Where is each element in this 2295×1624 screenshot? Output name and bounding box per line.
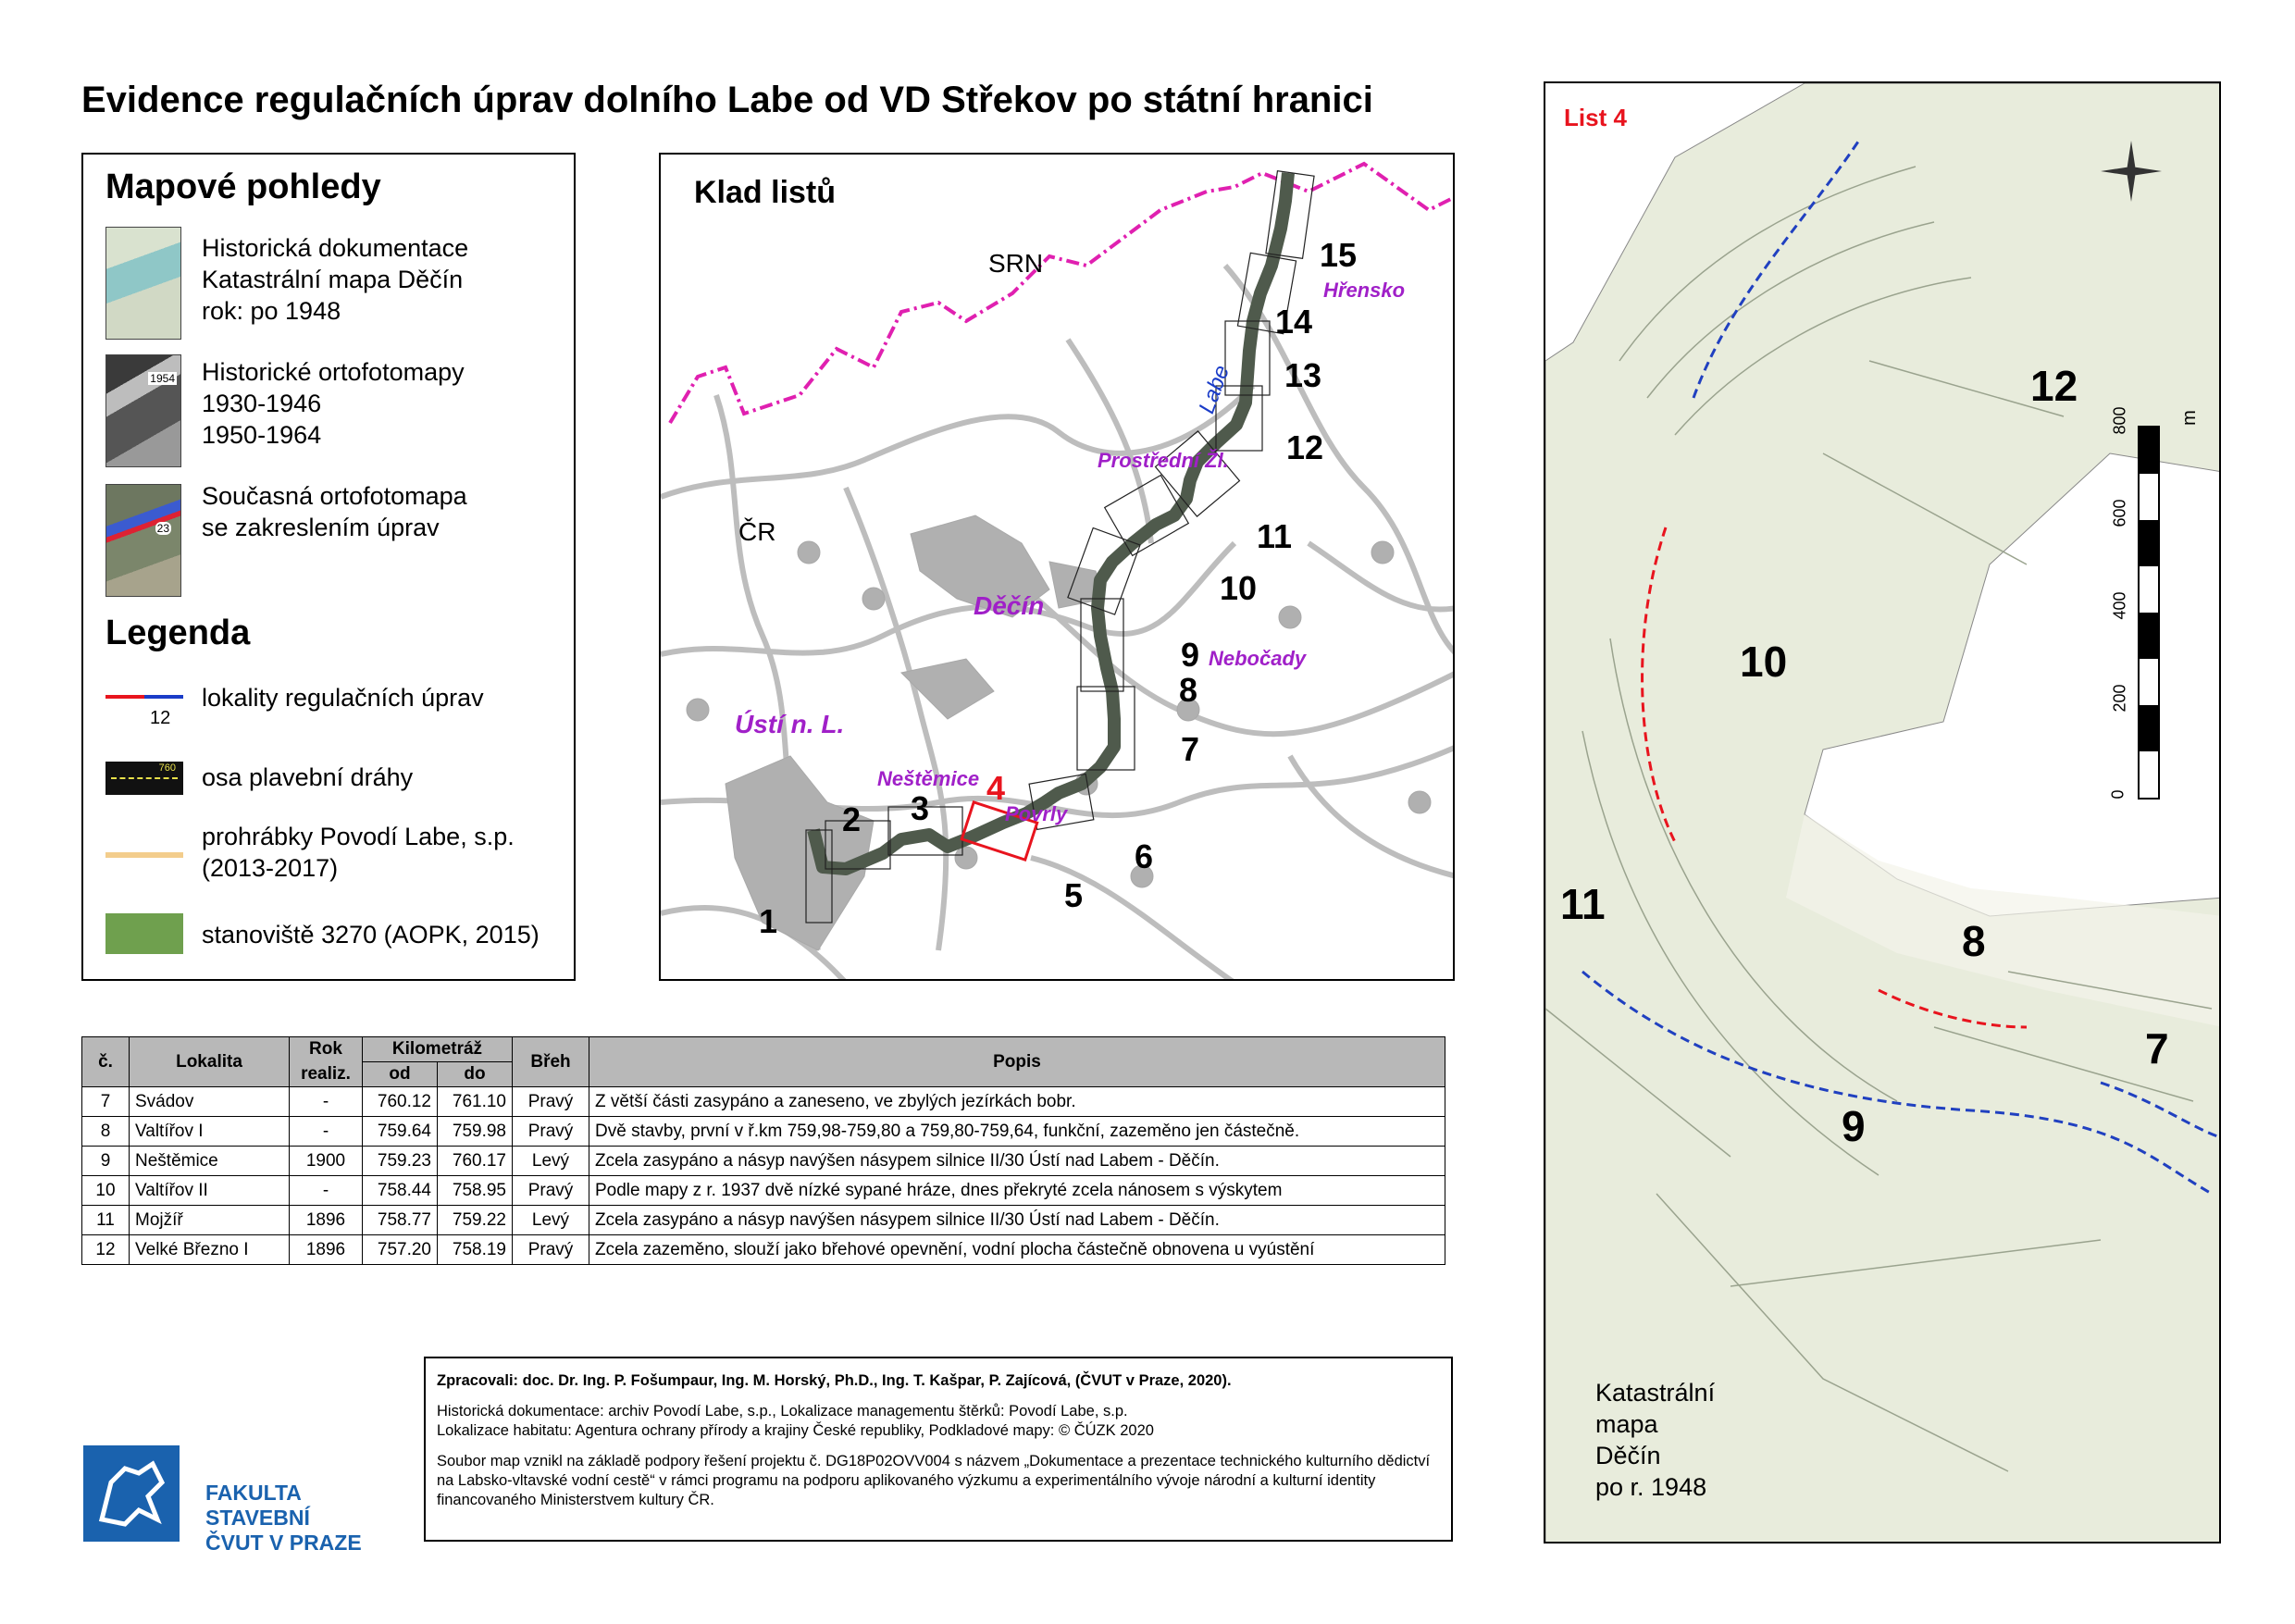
cell-description: Zcela zazeměno, slouží jako břehové opevnění, vodní plocha částečně obnovena u vyústění [589, 1235, 1445, 1265]
sheet-number-13[interactable]: 13 [1284, 356, 1322, 394]
col-km-to: do [438, 1062, 513, 1087]
map-number-8: 8 [1962, 917, 1986, 965]
sheet-number-11[interactable]: 11 [1257, 517, 1293, 555]
cell-locality: Svádov [130, 1087, 290, 1117]
map-views-heading: Mapové pohledy [105, 167, 381, 206]
sheet-number-4[interactable]: 4 [986, 769, 1006, 807]
logo-line-1: FAKULTA [205, 1481, 302, 1505]
cell-km-from: 759.64 [363, 1117, 438, 1147]
table-row [82, 1206, 1445, 1235]
col-locality: Lokalita [130, 1037, 290, 1087]
map-number-7: 7 [2145, 1024, 2169, 1072]
town-nebocady: Nebočady [1209, 647, 1307, 670]
cell-locality: Mojžíř [130, 1206, 290, 1235]
cell-locality: Neštěmice [130, 1147, 290, 1176]
cell-description: Zcela zasypáno a násyp navýšen násypem silnice II/30 Ústí nad Labem - Děčín. [589, 1206, 1445, 1235]
dredging-symbol [105, 852, 183, 858]
legend-heading: Legenda [105, 614, 251, 652]
cadastral-map-svg [1545, 83, 2221, 1543]
fairway-axis-symbol [105, 762, 183, 795]
localities-table [81, 1036, 1445, 1265]
col-year: Rok [290, 1037, 363, 1062]
thumb-year-badge: 1954 [150, 372, 175, 385]
river-labe [813, 173, 1288, 869]
cell-number: 11 [82, 1206, 130, 1235]
view-2-line-1: Historické ortofotomapy [202, 358, 465, 386]
sheet-index-heading: Klad listů [694, 175, 837, 210]
sheet-number-15[interactable]: 15 [1320, 236, 1358, 274]
caption-line-2: mapa [1595, 1410, 1658, 1438]
map-number-9: 9 [1842, 1102, 1866, 1150]
sheet-number-6[interactable]: 6 [1135, 837, 1154, 875]
country-cr-label: ČR [738, 517, 776, 546]
caption-line-4: po r. 1948 [1595, 1473, 1707, 1501]
cadastral-map-thumbnail [105, 227, 181, 340]
sheet-number-14[interactable]: 14 [1275, 303, 1313, 341]
blue-line-symbol [144, 695, 183, 699]
town-hrensko: Hřensko [1323, 279, 1406, 302]
cell-km-to: 758.19 [438, 1235, 513, 1265]
table-row [82, 1176, 1445, 1206]
sheet-number-12[interactable]: 12 [1286, 428, 1324, 466]
caption-line-1: Katastrální [1595, 1379, 1716, 1407]
usti-area [726, 756, 874, 950]
view-2-label [202, 356, 465, 451]
cell-bank: Pravý [513, 1176, 589, 1206]
cell-km-from: 758.44 [363, 1176, 438, 1206]
col-year-2: realiz. [290, 1062, 363, 1087]
cell-km-from: 760.12 [363, 1087, 438, 1117]
cell-number: 12 [82, 1235, 130, 1265]
cell-year: - [290, 1176, 363, 1206]
legend-dredging-label: prohrábky Povodí Labe, s.p. (2013-2017) [202, 823, 515, 882]
habitat-symbol [105, 913, 183, 954]
river-label: Labe [1194, 362, 1235, 417]
table-row [82, 1087, 1445, 1117]
compass-icon [2099, 139, 2164, 204]
credits-sources-1: Historická dokumentace: archiv Povodí Labe, s.p., Lokalizace managementu štěrků: Povodí Labe, s.p. [437, 1403, 1128, 1419]
scale-tick-0: 0 [2108, 789, 2128, 800]
sheet-number-3[interactable]: 3 [911, 789, 930, 827]
historic-ortophoto-thumbnail [105, 354, 181, 467]
view-3-line-2: se zakreslením úprav [202, 514, 440, 541]
cell-description: Z větší části zasypáno a zaneseno, ve zbylých jezírkách bobr. [589, 1087, 1445, 1117]
scale-unit: m [2178, 410, 2200, 426]
view-3-label [202, 480, 467, 543]
view-1-line-3: rok: po 1948 [202, 297, 341, 325]
cell-km-to: 759.98 [438, 1117, 513, 1147]
thumb-number-badge: 23 [156, 522, 169, 535]
sheet-label: List 4 [1564, 104, 1627, 131]
credits-project: Soubor map vznikl na základě podpory řešení projektu č. DG18P02OVV004 s názvem „Dokumentace a prezentace technického kulturního dědictví na Labsko-vltavské vodní cestě“ v rámci programu na podporu aplikovaného výzkumu a experimentálního vývoje národní a kulturní identity financovaného Ministerstvem kultury ČR. [437, 1453, 1431, 1508]
table-row [82, 1235, 1445, 1265]
col-number: č. [82, 1037, 130, 1087]
cell-number: 8 [82, 1117, 130, 1147]
sheet-number-9[interactable]: 9 [1181, 636, 1200, 674]
sheet-index-map [659, 153, 1455, 981]
cell-number: 10 [82, 1176, 130, 1206]
legend-locality-number: 12 [150, 708, 171, 728]
sheet-number-2[interactable]: 2 [842, 800, 862, 838]
cell-bank: Levý [513, 1206, 589, 1235]
map-number-10: 10 [1740, 638, 1788, 686]
table-row [82, 1147, 1445, 1176]
cell-number: 9 [82, 1147, 130, 1176]
logo-line-2: STAVEBNÍ [205, 1506, 310, 1530]
town-prostredni-zleb: Prostřední Žl. [1098, 449, 1229, 472]
town-decin: Děčín [974, 591, 1045, 620]
faculty-logo-text [205, 1481, 362, 1556]
fairway-dash [111, 777, 178, 781]
credits-panel [424, 1357, 1453, 1542]
cell-locality: Valtířov I [130, 1117, 290, 1147]
sheet-number-7[interactable]: 7 [1181, 730, 1200, 768]
fairway-km-label: 760 [158, 762, 176, 774]
legend-localities-label: lokality regulačních úprav [202, 684, 484, 712]
legend-fairway-label: osa plavební dráhy [202, 763, 414, 791]
page-title: Evidence regulačních úprav dolního Labe od VD Střekov po státní hranici [81, 80, 1373, 120]
red-line-symbol [105, 695, 144, 699]
map-number-12: 12 [2030, 362, 2078, 410]
credits-authors: Zpracovali: doc. Dr. Ing. P. Fošumpaur, Ing. M. Horský, Ph.D., Ing. T. Kašpar, P. Zajícová, (ČVUT v Praze, 2020). [437, 1372, 1232, 1389]
cell-km-to: 760.17 [438, 1147, 513, 1176]
legend-panel [81, 153, 576, 981]
country-srn-label: SRN [988, 249, 1044, 278]
cell-locality: Valtířov II [130, 1176, 290, 1206]
cell-km-from: 757.20 [363, 1235, 438, 1265]
map-caption [1595, 1377, 1715, 1503]
cell-number: 7 [82, 1087, 130, 1117]
caption-line-3: Děčín [1595, 1442, 1661, 1469]
col-description: Popis [589, 1037, 1445, 1087]
logo-line-3: ČVUT V PRAZE [205, 1531, 362, 1555]
view-2-line-3: 1950-1964 [202, 421, 322, 449]
scale-tick-200: 200 [2110, 684, 2129, 713]
cell-km-from: 759.23 [363, 1147, 438, 1176]
view-3-line-1: Současná ortofotomapa [202, 482, 467, 510]
cell-km-to: 759.22 [438, 1206, 513, 1235]
cell-km-from: 758.77 [363, 1206, 438, 1235]
scale-tick-800: 800 [2110, 406, 2129, 435]
scale-bar [2138, 426, 2160, 800]
town-povrly: Povrly [1005, 802, 1068, 825]
cell-year: 1896 [290, 1235, 363, 1265]
sheet-number-1[interactable]: 1 [759, 902, 778, 940]
cell-description: Dvě stavby, první v ř.km 759,98-759,80 a 759,80-759,64, funkční, zazeměno jen částečně. [589, 1117, 1445, 1147]
cell-bank: Levý [513, 1147, 589, 1176]
cell-year: - [290, 1087, 363, 1117]
view-2-line-2: 1930-1946 [202, 390, 322, 417]
cell-year: 1896 [290, 1206, 363, 1235]
cell-description: Zcela zasypáno a násyp navýšen násypem silnice II/30 Ústí nad Labem - Děčín. [589, 1147, 1445, 1176]
table-row [82, 1117, 1445, 1147]
current-ortophoto-thumbnail [105, 484, 181, 597]
view-1-line-2: Katastrální mapa Děčín [202, 266, 464, 293]
cell-bank: Pravý [513, 1117, 589, 1147]
cell-bank: Pravý [513, 1087, 589, 1117]
credits-sources-2: Lokalizace habitatu: Agentura ochrany přírody a krajiny České republiky, Podkladové mapy: © ČÚZK 2020 [437, 1422, 1154, 1439]
cell-bank: Pravý [513, 1235, 589, 1265]
scale-tick-600: 600 [2110, 499, 2129, 527]
cell-locality: Velké Březno I [130, 1235, 290, 1265]
view-1-label [202, 232, 468, 327]
scale-tick-400: 400 [2110, 591, 2129, 620]
cell-km-to: 761.10 [438, 1087, 513, 1117]
cell-description: Podle mapy z r. 1937 dvě nízké sypané hráze, dnes překryté zcela nánosem s výskytem [589, 1176, 1445, 1206]
town-usti: Ústí n. L. [735, 710, 845, 738]
col-km: Kilometráž [363, 1037, 513, 1062]
sheet-number-8[interactable]: 8 [1179, 671, 1198, 709]
faculty-logo-icon [83, 1445, 180, 1542]
cell-km-to: 758.95 [438, 1176, 513, 1206]
view-1-line-1: Historická dokumentace [202, 234, 469, 262]
sheet-number-10[interactable]: 10 [1220, 569, 1258, 607]
map-number-11: 11 [1560, 880, 1606, 928]
town-nestemice: Neštěmice [877, 767, 980, 790]
sheet-number-5[interactable]: 5 [1064, 876, 1084, 914]
sheet-4-map-panel [1544, 81, 2221, 1543]
col-bank: Břeh [513, 1037, 589, 1087]
cell-year: 1900 [290, 1147, 363, 1176]
legend-habitat-label: stanoviště 3270 (AOPK, 2015) [202, 921, 540, 948]
col-km-from: od [363, 1062, 438, 1087]
cell-year: - [290, 1117, 363, 1147]
